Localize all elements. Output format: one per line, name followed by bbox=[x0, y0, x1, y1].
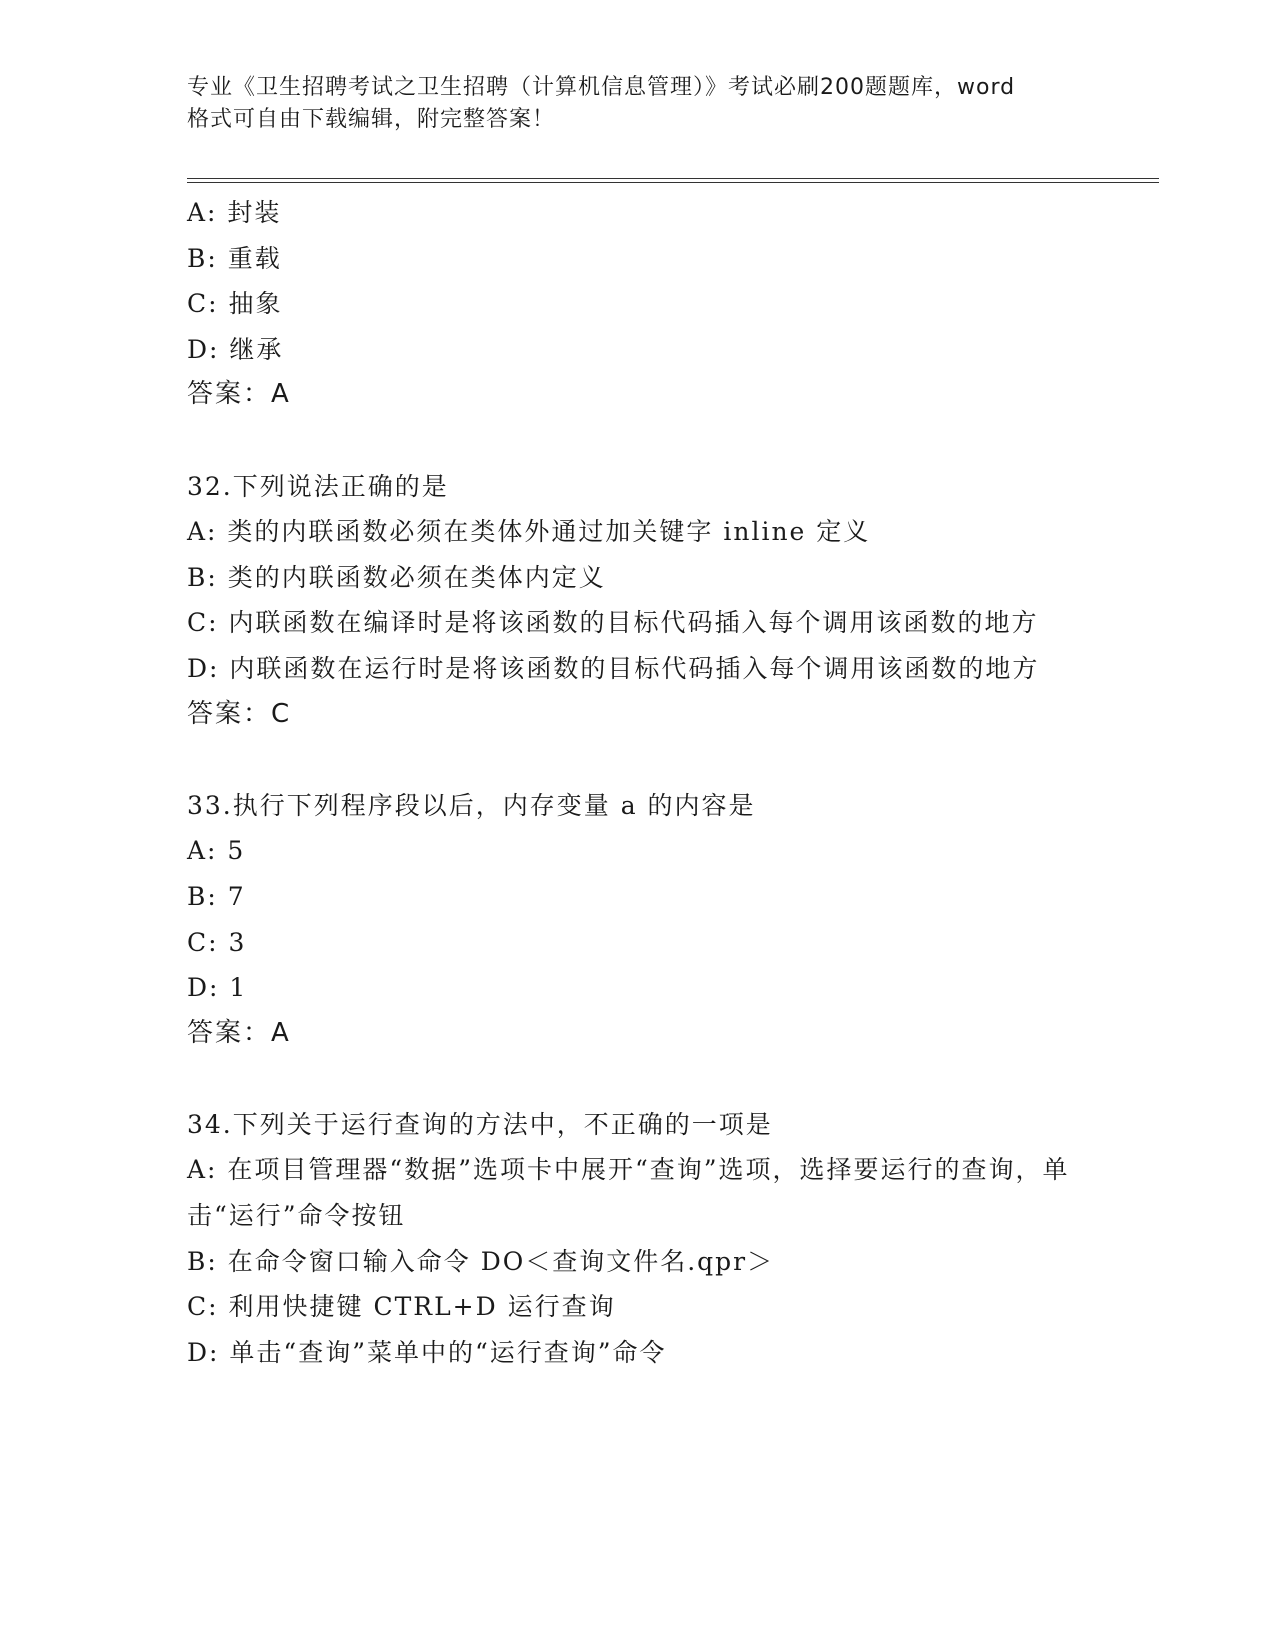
option-b: B: 7 bbox=[187, 881, 246, 911]
spacer bbox=[187, 1056, 1087, 1102]
question-34 bbox=[187, 1102, 1087, 1376]
question-stem: 32.下列说法正确的是 bbox=[187, 471, 449, 501]
option-a: A: 5 bbox=[187, 836, 246, 866]
option-d: D: 继承 bbox=[187, 334, 284, 364]
option-b: B: 类的内联函数必须在类体内定义 bbox=[187, 562, 606, 592]
option-c: C: 3 bbox=[187, 927, 247, 957]
answer: 答案：C bbox=[187, 698, 292, 729]
header-line-1: 专业《卫生招聘考试之卫生招聘（计算机信息管理）》考试必刷200题题库，word bbox=[187, 75, 1016, 100]
option-b: B: 在命令窗口输入命令 DO＜查询文件名.qpr＞ bbox=[187, 1246, 775, 1276]
question-31 bbox=[187, 190, 1087, 418]
option-c: C: 抽象 bbox=[187, 289, 283, 319]
option-c: C: 利用快捷键 CTRL+D 运行查询 bbox=[187, 1292, 616, 1322]
question-stem: 34.下列关于运行查询的方法中，不正确的一项是 bbox=[187, 1109, 773, 1139]
answer: 答案：A bbox=[187, 1017, 291, 1048]
header-double-rule bbox=[187, 178, 1159, 183]
option-a: A: 在项目管理器“数据”选项卡中展开“查询”选项，选择要运行的查询，单击“运行”命令按钮 bbox=[187, 1155, 1070, 1231]
option-d: D: 内联函数在运行时是将该函数的目标代码插入每个调用该函数的地方 bbox=[187, 653, 1040, 683]
option-d: D: 1 bbox=[187, 973, 248, 1003]
spacer bbox=[187, 418, 1087, 464]
question-list bbox=[187, 190, 1087, 1375]
option-a: A: 类的内联函数必须在类体外通过加关键字 inline 定义 bbox=[187, 517, 871, 547]
question-33 bbox=[187, 783, 1087, 1057]
question-32 bbox=[187, 464, 1087, 738]
spacer bbox=[187, 737, 1087, 783]
option-d: D: 单击“查询”菜单中的“运行查询”命令 bbox=[187, 1337, 667, 1367]
option-a: A: 封装 bbox=[187, 198, 282, 227]
answer: 答案：A bbox=[187, 379, 291, 410]
option-b: B: 重载 bbox=[187, 243, 282, 273]
option-c: C: 内联函数在编译时是将该函数的目标代码插入每个调用该函数的地方 bbox=[187, 608, 1039, 638]
header-line-2: 格式可自由下载编辑，附完整答案！ bbox=[187, 107, 556, 132]
page-header bbox=[187, 72, 1087, 136]
question-stem: 33.执行下列程序段以后，内存变量 a 的内容是 bbox=[187, 790, 756, 820]
